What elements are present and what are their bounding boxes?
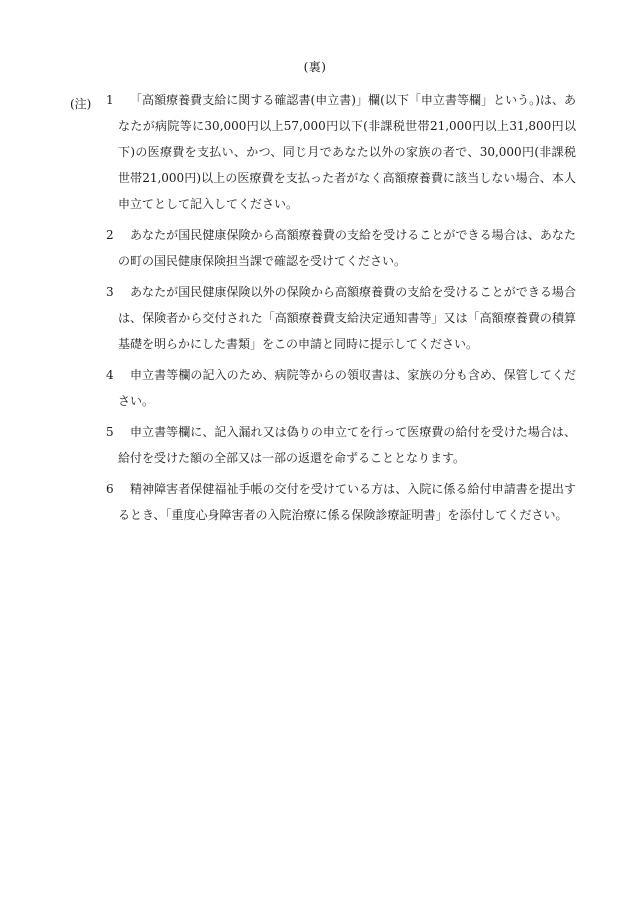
note-text: 申立書等欄に、記入漏れ又は偽りの申立てを行って医療費の給付を受けた場合は、給付を受けた額の全部又は一部の返還を命ずることとなります。 <box>118 425 576 465</box>
page-side-label: (裏) <box>303 60 327 74</box>
note-text: 申立書等欄の記入のため、病院等からの領収書は、家族の分も含め、保管してください。 <box>118 368 576 408</box>
note-item-6 <box>106 476 576 528</box>
note-number: 6 <box>106 482 114 496</box>
note-text: 「高額療養費支給に関する確認書(申立書)」欄(以下「申立書等欄」という。)は、あなたが病院等に30,000円以上57,000円以下(非課税世帯21,000円以上31,800円以下)の医療費を支払い、かつ、同じ月であなた以外の家族の者で、30,000円(非課税世帯21,000円)以上の医療費を支払った者がなく高額療養費に該当しない場合、本人申立てとして記入してください。 <box>118 93 576 211</box>
notes-label: (注) <box>70 97 92 111</box>
note-number: 3 <box>106 285 114 299</box>
note-text: 精神障害者保健福祉手帳の交付を受けている方は、入院に係る給付申請書を提出するとき、「重度心身障害者の入院治療に係る保険診療証明書」を添付してください。 <box>118 482 576 522</box>
note-text: あなたが国民健康保険以外の保険から高額療養費の支給を受けることができる場合は、保険者から交付された「高額療養費支給決定通知書等」又は「高額療養費の積算基礎を明らかにした書類」をこの申請と同時に提示してください。 <box>118 285 576 351</box>
notes-list <box>106 87 576 533</box>
note-item-4 <box>106 362 576 414</box>
note-item-2 <box>106 222 576 274</box>
note-number: 1 <box>106 93 114 107</box>
note-number: 4 <box>106 368 114 382</box>
note-item-1 <box>106 87 576 217</box>
note-number: 2 <box>106 228 114 242</box>
note-text: あなたが国民健康保険から高額療養費の支給を受けることができる場合は、あなたの町の国民健康保険担当課で確認を受けてください。 <box>118 228 576 268</box>
note-number: 5 <box>106 425 114 439</box>
note-item-5 <box>106 419 576 471</box>
note-item-3 <box>106 279 576 357</box>
